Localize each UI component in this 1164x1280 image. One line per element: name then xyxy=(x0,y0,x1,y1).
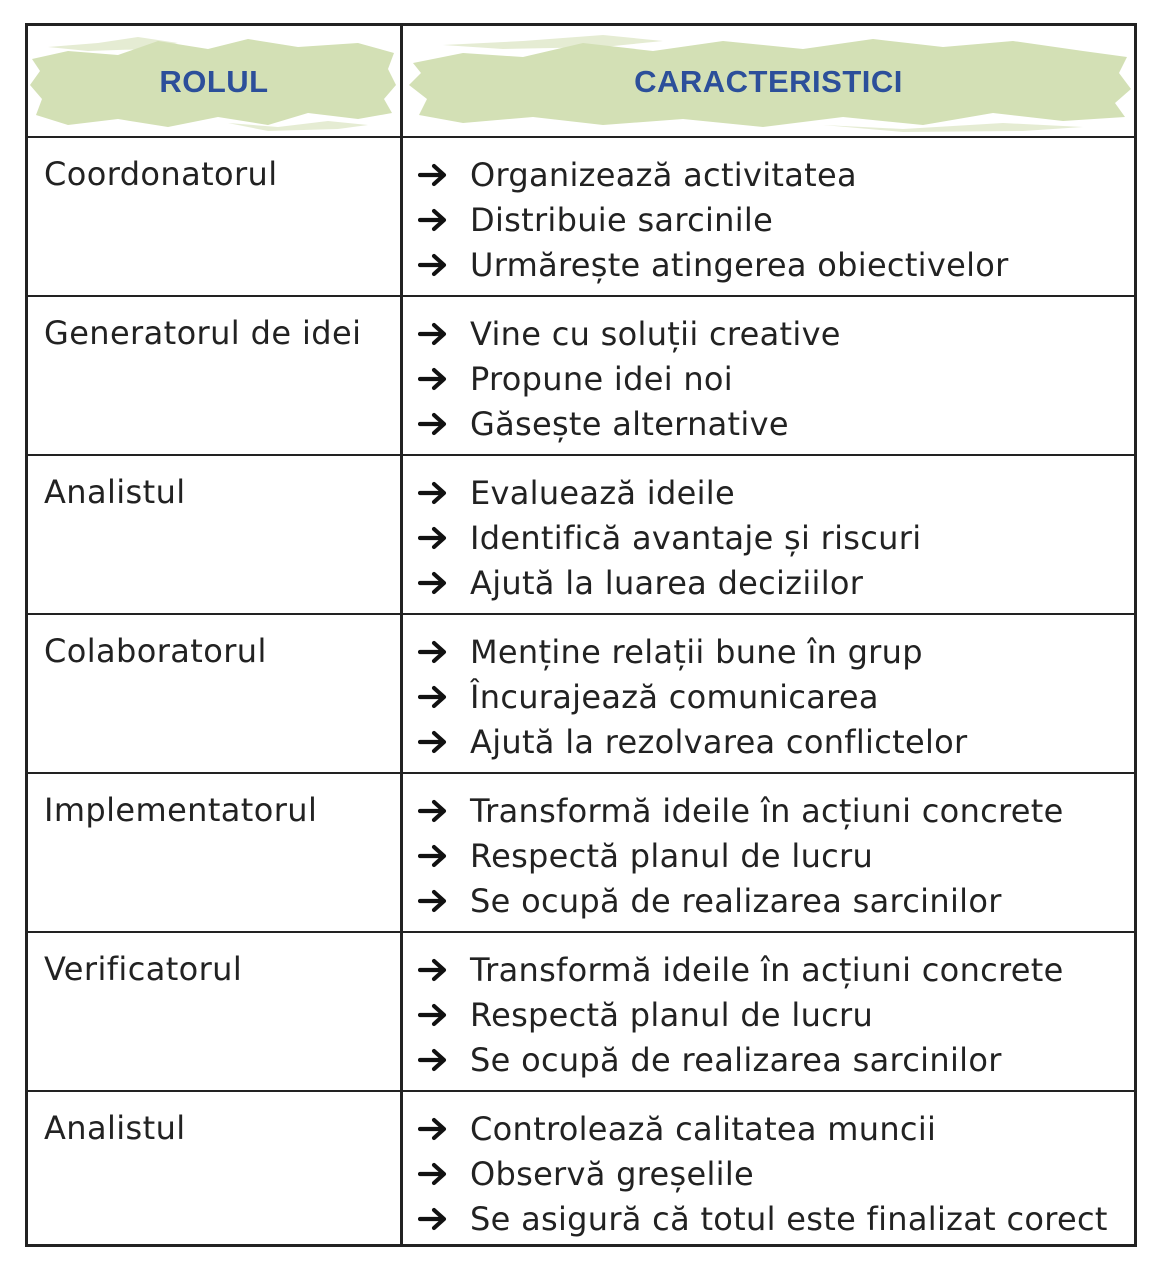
right-arrow-icon xyxy=(418,322,448,346)
role-name: Analistul xyxy=(44,473,186,511)
right-arrow-icon xyxy=(418,412,448,436)
characteristic-text: Încurajează comunicarea xyxy=(470,677,879,716)
right-arrow-icon xyxy=(418,526,448,550)
table-row xyxy=(28,138,1134,297)
characteristic-item xyxy=(418,470,1126,515)
characteristic-item xyxy=(418,878,1126,923)
table-row xyxy=(28,774,1134,933)
characteristic-item xyxy=(418,1037,1126,1082)
characteristics-list xyxy=(418,152,1126,287)
role-name: Coordonatorul xyxy=(44,155,278,193)
right-arrow-icon xyxy=(418,253,448,277)
right-arrow-icon xyxy=(418,163,448,187)
right-arrow-icon xyxy=(418,799,448,823)
role-name: Analistul xyxy=(44,1109,186,1147)
header-characteristics: CARACTERISTICI xyxy=(634,64,903,99)
characteristic-text: Transformă ideile în acțiuni concrete xyxy=(470,791,1064,830)
characteristic-text: Se ocupă de realizarea sarcinilor xyxy=(470,1040,1002,1079)
column-divider xyxy=(400,26,403,1244)
right-arrow-icon xyxy=(418,1117,448,1141)
characteristic-item xyxy=(418,515,1126,560)
characteristic-item xyxy=(418,356,1126,401)
role-name: Generatorul de idei xyxy=(44,314,362,352)
characteristic-item xyxy=(418,674,1126,719)
right-arrow-icon xyxy=(418,958,448,982)
role-name: Implementatorul xyxy=(44,791,318,829)
right-arrow-icon xyxy=(418,208,448,232)
characteristic-item xyxy=(418,1196,1126,1241)
right-arrow-icon xyxy=(418,685,448,709)
characteristics-list xyxy=(418,947,1126,1082)
right-arrow-icon xyxy=(418,730,448,754)
characteristic-item xyxy=(418,152,1126,197)
characteristic-item xyxy=(418,788,1126,833)
right-arrow-icon xyxy=(418,571,448,595)
characteristic-text: Ajută la rezolvarea conflictelor xyxy=(470,722,968,761)
right-arrow-icon xyxy=(418,367,448,391)
characteristic-item xyxy=(418,1151,1126,1196)
role-name: Verificatorul xyxy=(44,950,243,988)
table-row xyxy=(28,615,1134,774)
characteristic-item xyxy=(418,242,1126,287)
characteristic-text: Respectă planul de lucru xyxy=(470,995,874,1034)
characteristic-item xyxy=(418,401,1126,446)
characteristics-list xyxy=(418,1106,1126,1241)
characteristic-text: Organizează activitatea xyxy=(470,155,857,194)
characteristics-list xyxy=(418,629,1126,764)
characteristic-text: Distribuie sarcinile xyxy=(470,200,774,239)
right-arrow-icon xyxy=(418,1207,448,1231)
characteristic-text: Respectă planul de lucru xyxy=(470,836,874,875)
table-row xyxy=(28,1092,1134,1251)
characteristic-text: Transformă ideile în acțiuni concrete xyxy=(470,950,1064,989)
characteristic-text: Propune idei noi xyxy=(470,359,734,398)
characteristic-text: Vine cu soluții creative xyxy=(470,314,841,353)
header-role: ROLUL xyxy=(159,64,269,99)
characteristic-text: Găsește alternative xyxy=(470,404,789,443)
table-row xyxy=(28,933,1134,1092)
right-arrow-icon xyxy=(418,481,448,505)
characteristic-text: Menține relații bune în grup xyxy=(470,632,923,671)
characteristics-list xyxy=(418,470,1126,605)
characteristic-text: Se ocupă de realizarea sarcinilor xyxy=(470,881,1002,920)
characteristic-item xyxy=(418,1106,1126,1151)
right-arrow-icon xyxy=(418,1162,448,1186)
characteristics-list xyxy=(418,788,1126,923)
characteristic-text: Urmărește atingerea obiectivelor xyxy=(470,245,1009,284)
characteristic-item xyxy=(418,560,1126,605)
roles-table xyxy=(25,23,1137,1247)
characteristic-item xyxy=(418,947,1126,992)
right-arrow-icon xyxy=(418,1048,448,1072)
right-arrow-icon xyxy=(418,1003,448,1027)
role-name: Colaboratorul xyxy=(44,632,267,670)
characteristic-text: Controlează calitatea muncii xyxy=(470,1109,937,1148)
characteristics-list xyxy=(418,311,1126,446)
characteristic-text: Evaluează ideile xyxy=(470,473,735,512)
characteristic-item xyxy=(418,311,1126,356)
characteristic-item xyxy=(418,719,1126,764)
characteristic-item xyxy=(418,833,1126,878)
characteristic-item xyxy=(418,197,1126,242)
table-row xyxy=(28,456,1134,615)
right-arrow-icon xyxy=(418,640,448,664)
characteristic-item xyxy=(418,629,1126,674)
characteristic-text: Observă greșelile xyxy=(470,1154,755,1193)
characteristic-text: Ajută la luarea deciziilor xyxy=(470,563,864,602)
table-row xyxy=(28,297,1134,456)
characteristic-item xyxy=(418,992,1126,1037)
characteristic-text: Identifică avantaje și riscuri xyxy=(470,518,922,557)
table-header-row xyxy=(28,26,1134,138)
characteristic-text: Se asigură că totul este finalizat corect xyxy=(470,1199,1108,1238)
right-arrow-icon xyxy=(418,844,448,868)
right-arrow-icon xyxy=(418,889,448,913)
